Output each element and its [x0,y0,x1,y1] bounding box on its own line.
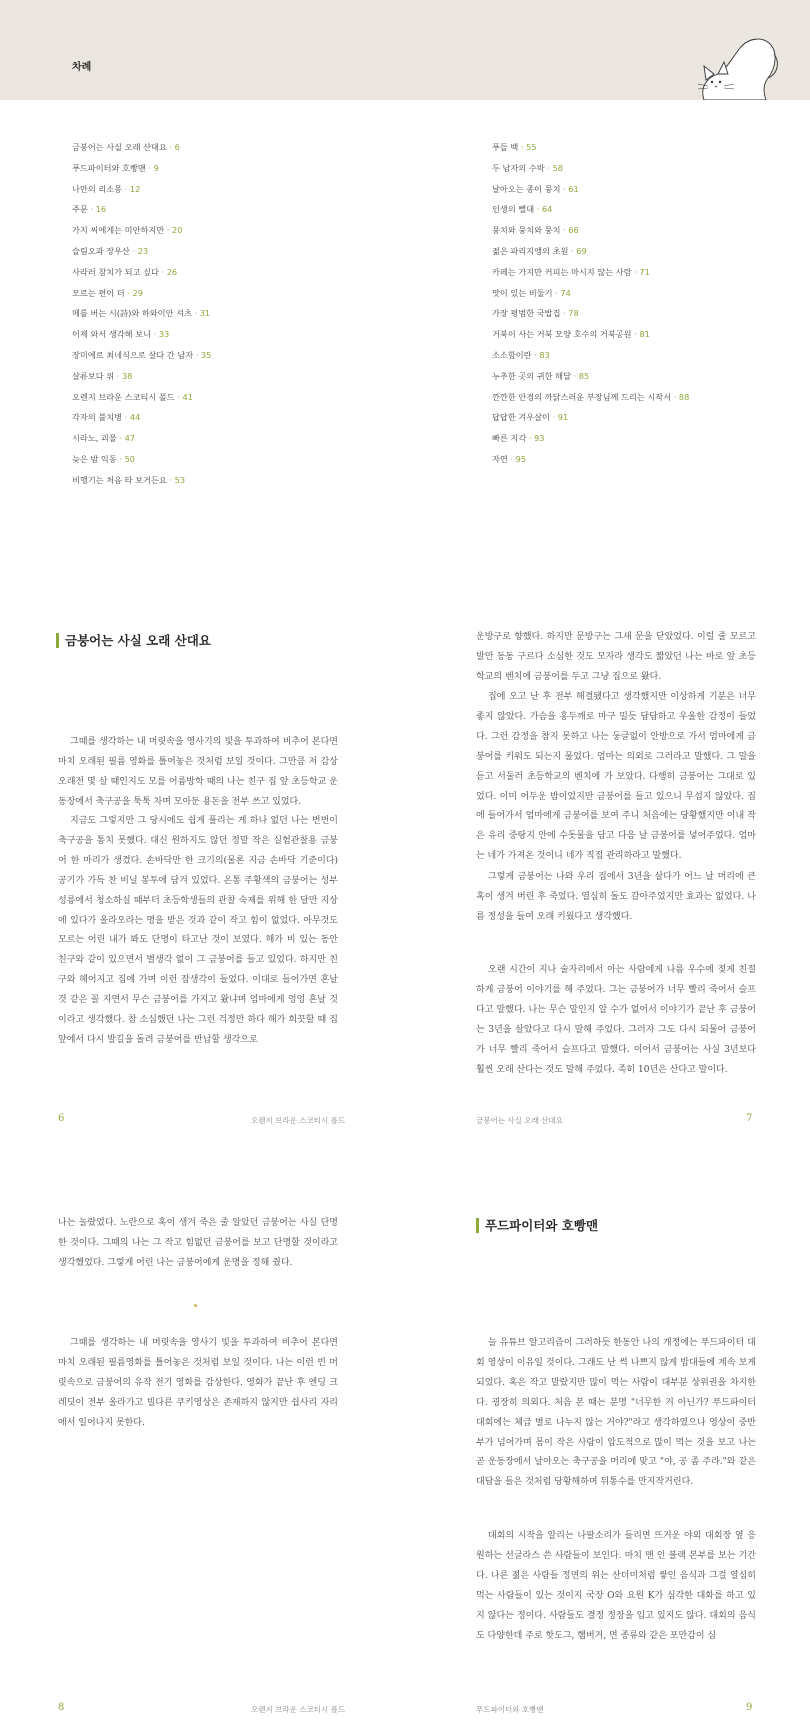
body-paragraph: 나는 놀랐었다. 노란으로 혹이 생겨 죽은 줄 알았던 금붕어는 사실 단명한 것이다. 그때의 나는 그 작고 힘없던 금붕어를 보고 단명할 것이라고 생각했었다. 그렇게 어린 나는 금붕어에게 운명을 정해 줬다. [58,1218,338,1268]
page-number: 9 [746,1702,753,1713]
body-paragraph: 대회의 시작을 알리는 나팔소리가 들리면 뜨거운 야외 대회장 옆 응원하는 선글라스 쓴 사람들이 보인다. 마치 맨 인 블랙 본부를 보는 기간다. 나른 젊은 사람들 정면의 위는 산더미처럼 쌓인 음식과 그걸 열심히 먹는 사람들이 있는 것이지 국장 O와 요원 K가 심각한 대화를 하고 있지 않다는 정이다. 사람들도 결정 정장을 입고 있지도 않다. 대회의 음식도 다양한데 주로 핫도그, 햄버거, 면 종류와 같은 포만감이 심 [476,1531,756,1641]
toc-item[interactable]: 슬림오과 장우산 · 23 [72,245,149,256]
toc-item[interactable]: 깐깐한 안경의 까닭스러운 부장님께 드리는 시작서 · 88 [492,391,690,402]
toc-item[interactable]: 가장 평범한 국밥집 · 78 [492,308,579,319]
toc-item[interactable]: 자연 · 95 [492,453,527,464]
body-paragraph: 그때를 생각하는 내 머릿속을 영사기의 빛을 투과하여 비추어 본다면 마치 오래된 필름 영화를 틀어놓은 것처럼 보일 것이다. 그만큼 저 감상 오래전 몇 살 때인지도 모를 어름방학 때의 나는 친구 집 앞 초등학교 운동장에서 축구공을 툭툭 차며 모아둔 용돈을 전부 쓰고 있었다. [58,737,338,807]
toc-item[interactable]: 거북이 사는 거북 모양 호수의 거북공원 · 81 [492,329,650,340]
running-title: 금붕어는 사실 오래 산대요 [476,1116,563,1125]
body-paragraph: 집에 오고 난 후 전부 해결됐다고 생각했지만 이상하게 기분은 너무 좋지 않았다. 가슴을 홍두깨로 마구 밀듯 답답하고 우울한 감정이 들었다. 그런 감정을 참지 못하고 나는 둥글없이 안방으로 가서 엄마에게 금붕어를 키워도 되는지 물었다. 엄마는 의외로 그러라고 말했다. 그 말을 듣고 서둘러 초등학교의 벤치에 가 보았다. 다행히 금붕어는 그대로 있었다. 이미 어두운 밤이었지만 금붕어를 들고 있으니 무섭지 않았다. 집에 들어가서 엄마에게 금붕어를 보여 주니 처음에는 당황했지만 이내 작은 유리 중탕지 안에 수돗물을 담고 다음 날 금붕어를 넣어주었다. 엄마는 네가 가져온 것이니 네가 직접 관리하라고 말했다. [476,692,756,862]
toc-item[interactable]: 각자의 불치병 · 44 [72,412,141,423]
page-number: 8 [58,1702,65,1713]
body-paragraph: 운방구로 향했다. 하지만 문방구는 그새 문을 닫았었다. 이럴 줄 모르고 발만 동동 구르다 소심한 것도 모자라 생각도 짧았던 나는 바로 앞 초등학교의 벤치에 금붕어를 두고 그냥 집으로 왔다. [476,632,756,682]
toc-item[interactable]: 푸들 백 · 55 [492,142,537,152]
toc-item[interactable]: 살류보다 위 · 38 [72,370,133,381]
running-title: 오렌지 브라운 스코티시 폴드 [251,1705,346,1714]
chapter-title: 푸드파이터와 호빵맨 [476,1218,598,1233]
toc-item[interactable]: 나만의 리소몽 · 12 [72,183,141,194]
toc-item[interactable]: 주문 · 16 [72,204,107,215]
toc-item[interactable]: 인생의 뻘대 · 64 [492,204,553,215]
toc-item[interactable]: 젊은 파리지앵의 초원 · 69 [492,245,587,256]
toc-item[interactable]: 메를 버는 시(詩)와 하와이안 셔츠 · 31 [72,308,211,319]
toc-item[interactable]: 누추한 곳의 귀한 해달 · 85 [492,370,590,381]
toc-item[interactable]: 소소함이란 · 83 [492,349,550,360]
page-number: 6 [58,1113,65,1124]
running-title: 푸드파이터와 호빵맨 [476,1705,544,1714]
toc-item[interactable]: 늦은 밤 익동 · 50 [72,453,135,464]
toc-item[interactable]: 카페는 가지만 커피는 마시지 않는 사람 · 71 [492,266,650,277]
toc-item[interactable]: 뭉치와 뭉치와 뭉치 · 66 [492,225,579,236]
body-paragraph: 지금도 그렇지만 그 당시에도 쉽게 풀리는 게 하나 없던 나는 번번이 축구공을 통치 못했다. 대신 원하지도 않던 정말 작은 실험관찰용 금붕어 한 마리가 생겼다. 손바닥만 한 크기의(물론 지금 손바닥 기준이다) 공기가 가득 찬 비닐 봉투에 담겨 있었다. 온통 주황색의 금붕어는 성부 성릉에서 청소하실 때부터 초등학생들의 관찰 숙제를 위해 한 달만 지상에 있다가 올라오라는 명을 받은 것과 같이 작고 힘이 없었다. 아무것도 모르는 어린 내가 봐도 단명이 타고난 것이 보였다. 해가 비 있는 동안 친구와 같이 있으면서 별생각 없이 그 금붕어를 들고 있었다. 하지만 친구와 헤어지고 집에 가며 이런 잡생각이 들었다. 이대로 들어가면 혼날 것 같은 꼴 지면서 무슨 금붕어를 가지고 왔냐며 엄마에게 엉엉 혼날 것이라고 생각했다. 참 소심했던 나는 그런 걱정만 하다 해가 희끗할 때 집 앞에서 다시 발길을 돌려 금붕어를 반납할 생각으로 [58,816,338,1045]
toc-item[interactable]: 푸드파이터와 호빵맨 · 9 [72,162,159,173]
toc-item[interactable]: 장미에르 최네식으로 살다 간 남자 · 35 [72,349,212,360]
running-title: 오렌지 브라운 스코티시 폴드 [251,1116,346,1125]
page-number: 7 [746,1113,753,1124]
body-paragraph: 오랜 시간이 지나 술자리에서 아는 사람에게 나름 우수에 젖게 친절하게 금붕어 이야기를 해 주었다. 그는 금붕어가 너무 빨리 죽어서 슬프다고 말했다. 나는 무슨 말인지 알 수가 없어서 이야기가 끝난 후 금붕어는 3년을 살았다고 다시 말해 주었다. 그러자 그도 다시 되물어 금붕어가 너무 빨리 죽어서 슬프다고 말했다. 이어서 금붕어는 사실 3년보다 훨씬 오래 산다는 것도 말해 주었다. 족히 10년은 산다고 말이다. [476,965,756,1075]
toc-item[interactable]: 날아오는 종이 뭉치 · 61 [492,183,579,194]
section-divider [194,1304,197,1307]
chapter-title: 금붕어는 사실 오래 산대요 [56,633,211,648]
toc-item[interactable]: 답답한 겨우살이 · 91 [492,412,569,423]
toc-left-column [72,137,211,491]
body-paragraph: 그때를 생각하는 내 머릿속을 영사기 빛을 투과하여 비추어 본다면 마치 오래된 필름영화를 틀어놓은 것처럼 보일 것이다. 나는 이런 빈 머릿속으로 금붕어의 유작 전기 영화를 감상한다. 영화가 끝난 후 엔딩 크레딧이 전부 올라가고 빌다른 쿠키영상은 존재하지 않지만 쉽사리 자리에서 일어나지 못한다. [58,1338,338,1428]
cat-illustration-icon [682,28,782,100]
toc-item[interactable]: 모르는 편이 더 · 29 [72,287,143,298]
toc-item[interactable]: 시라노, 괴물 · 47 [72,433,135,444]
toc-item[interactable]: 두 남자의 수박 · 58 [492,162,563,173]
toc-heading: 차례 [72,62,92,73]
body-paragraph: 늘 유튜브 알고리즘이 그러하듯 한동안 나의 개정에는 푸드파이터 대회 영상이 이유일 것이다. 그래도 난 썩 나쁘지 않게 밥대들에 계속 보게 되었다. 혹은 작고 말랐지만 많이 먹는 사람이 대부분 상위권을 차지한다. 굉장히 의외다. 처음 본 때는 분명 "너무한 거 아닌가? 푸드파이터 대회에는 체급 별로 나누지 않는 거야?"라고 생각하였으나 영상이 중반부가 넘어가며 몸이 작은 사람이 압도적으로 많이 먹는 것을 보고 나는 곧 운동장에서 날아오는 축구공을 머리에 맞고 "야, 공 좀 주라."와 같은 대답을 들은 것처럼 당황해하며 뒤통수를 만지작거린다. [476,1338,756,1488]
toc-item[interactable]: 이제 와서 생각해 보니 · 33 [72,329,170,340]
toc-item[interactable]: 오렌지 브라운 스코티시 폴드 · 41 [72,391,193,402]
toc-item[interactable]: 빠른 지각 · 93 [492,433,545,444]
toc-item[interactable]: 비행기는 처음 타 보거든요 · 53 [72,474,186,485]
toc-item[interactable]: 사라러 참치가 되고 싶다 · 26 [72,266,178,277]
toc-right-column [492,137,689,470]
toc-item[interactable]: 맛이 있는 비둘기 · 74 [492,287,571,298]
body-paragraph: 그렇게 금붕어는 나와 우리 집에서 3년을 살다가 어느 날 머리에 큰 혹이 생겨 버린 후 죽었다. 열심히 돌도 갈아주었지만 효과는 없었다. 나름 정성을 들여 오래 키웠다고 생각했다. [476,872,756,922]
toc-header [0,0,810,100]
toc-item[interactable]: 가지 씨에게는 미안하지만 · 20 [72,225,183,236]
toc-item[interactable]: 금붕어는 사실 오래 산대요 · 6 [72,142,180,152]
